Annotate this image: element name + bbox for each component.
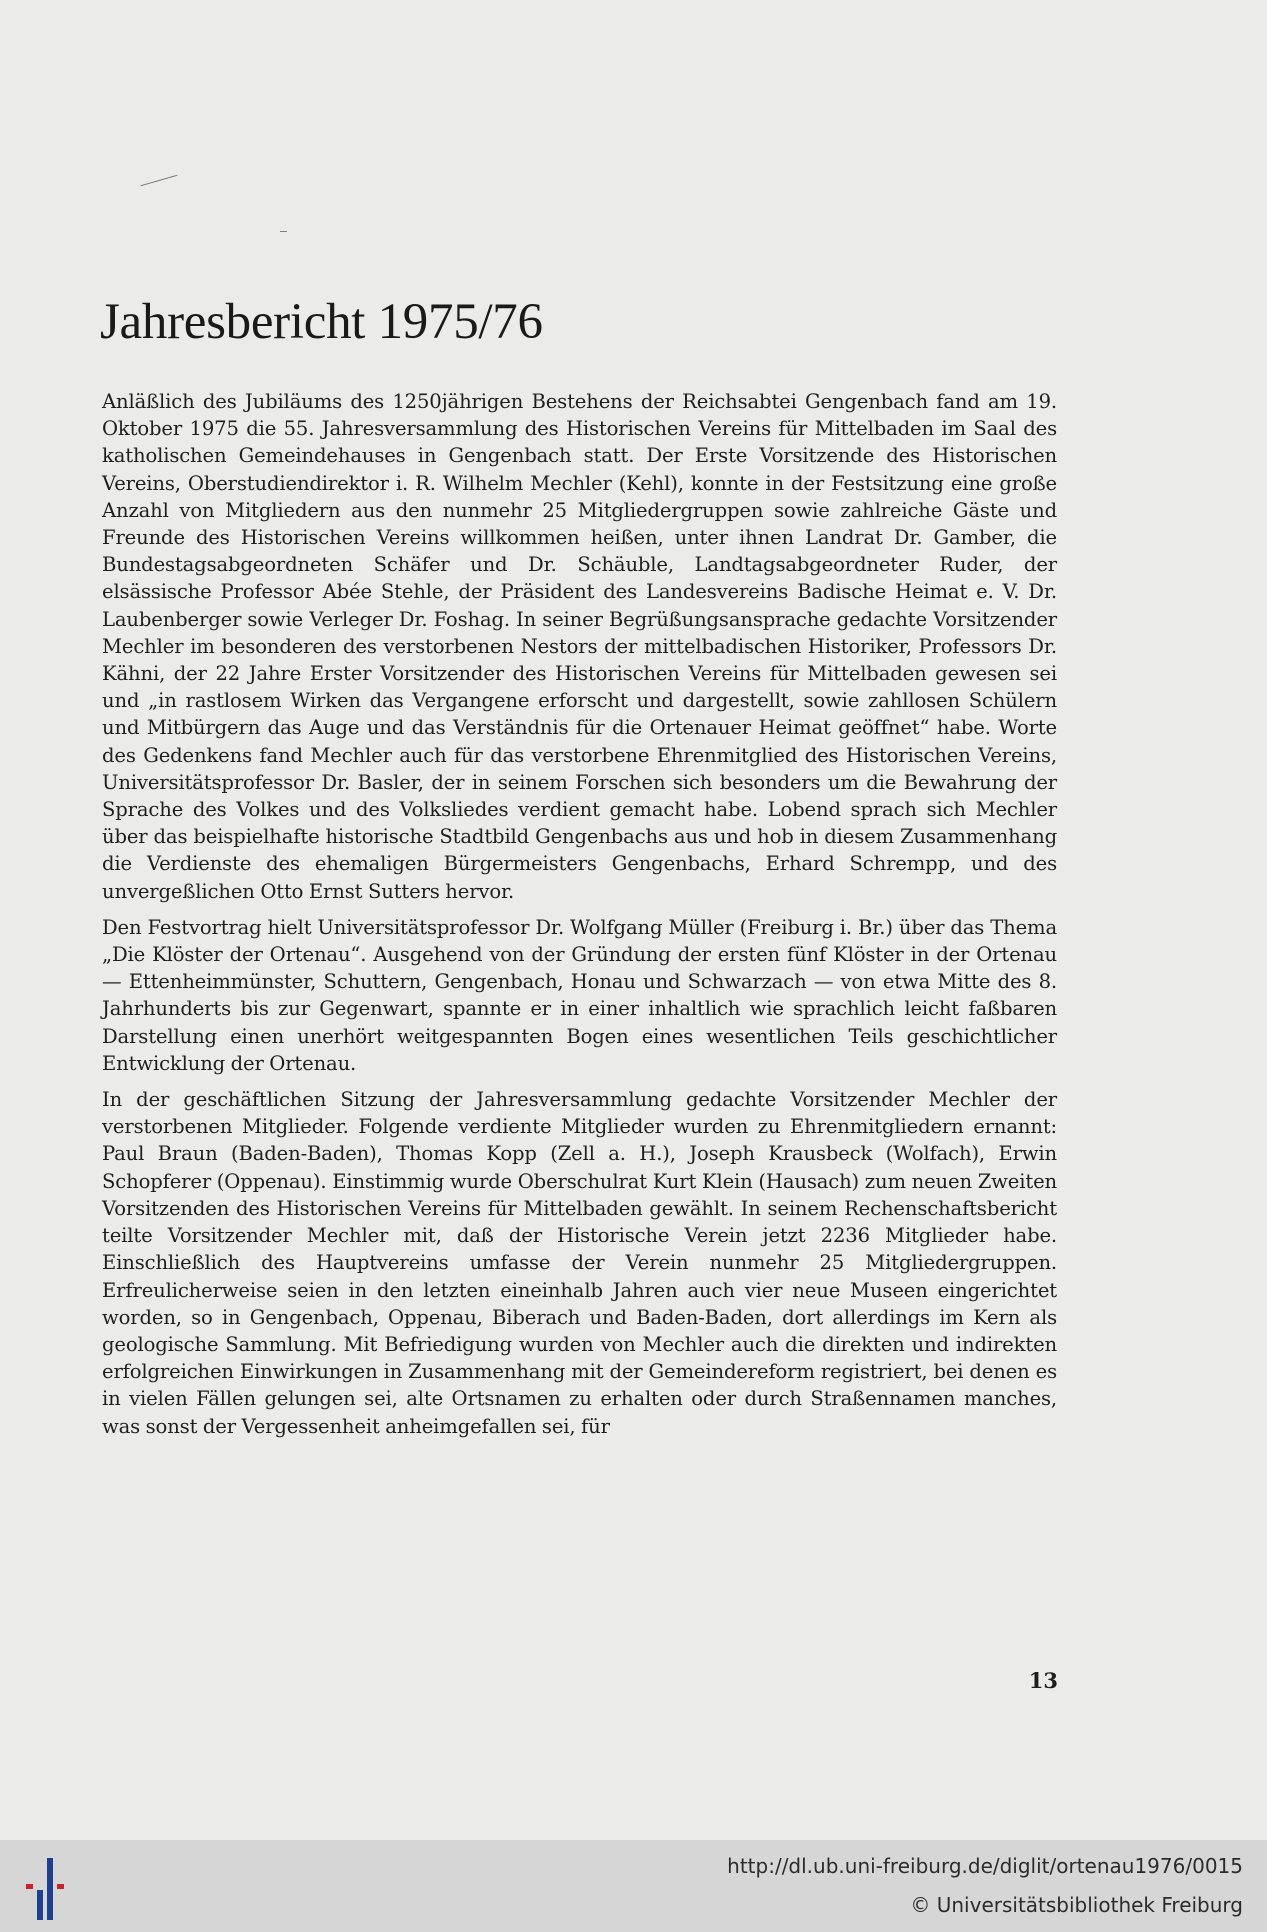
scan-mark bbox=[141, 175, 178, 186]
paragraph: Anläßlich des Jubiläums des 1250jährigen Bestehens der Reichsabtei Gengenbach fand am 19. Oktober 1975 die 55. Jahresversammlung des Historischen Vereins für Mittelbaden im Saal des katholischen Gemeindehauses in Gengenbach statt. Der Erste Vorsitzende des Historischen Vereins, Oberstudiendirektor i. R. Wilhelm Mechler (Kehl), konnte in der Festsitzung eine große Anzahl von Mitgliedern aus den nunmehr 25 Mitgliedergruppen sowie zahlreiche Gäste und Freunde des Historischen Vereins willkommen heißen, unter ihnen Landrat Dr. Gamber, die Bundestagsabgeordneten Schäfer und Dr. Schäuble, Landtagsabgeordneter Ruder, der elsässische Professor Abée Stehle, der Präsident des Landesvereins Badische Heimat e. V. Dr. Laubenberger sowie Verleger Dr. Foshag. In seiner Begrüßungsansprache gedachte Vorsitzender Mechler im besonderen des verstorbenen Nestors der mittelbadischen Historiker, Professors Dr. Kähni, der 22 Jahre Erster Vorsitzender des Historischen Vereins für Mittelbaden gewesen sei und „in rastlosem Wirken das Vergangene erforscht und dargestellt, sowie zahllosen Schülern und Mitbürgern das Auge und das Verständnis für die Ortenauer Heimat geöffnet“ habe. Worte des Gedenkens fand Mechler auch für das verstorbene Ehrenmitglied des Historischen Vereins, Universitätsprofessor Dr. Basler, der in seinem Forschen sich besonders um die Bewahrung der Sprache des Volkes und des Volksliedes verdient gemacht habe. Lobend sprach sich Mechler über das beispielhafte historische Stadtbild Gengenbachs aus und hob in diesem Zusammenhang die Verdienste des ehemaligen Bürgermeisters Gengenbachs, Erhard Schrempp, und des unvergeßlichen Otto Ernst Sutters hervor. bbox=[102, 390, 1057, 903]
footer-url[interactable]: http://dl.ub.uni-freiburg.de/diglit/ortenau1976/0015 bbox=[727, 1854, 1243, 1878]
page-number: 13 bbox=[1028, 1668, 1058, 1693]
footer-bar bbox=[0, 1840, 1267, 1932]
scan-mark bbox=[280, 231, 287, 232]
ub-freiburg-logo-icon bbox=[14, 1852, 84, 1922]
page-title: Jahresbericht 1975/76 bbox=[100, 294, 543, 350]
body-text bbox=[102, 388, 1057, 1449]
paragraph: In der geschäftlichen Sitzung der Jahresversammlung gedachte Vorsitzender Mechler der verstorbenen Mitglieder. Folgende verdiente Mitglieder wurden zu Ehrenmitgliedern ernannt: Paul Braun (Baden-Baden), Thomas Kopp (Zell a. H.), Joseph Krausbeck (Wolfach), Erwin Schopferer (Oppenau). Einstimmig wurde Oberschulrat Kurt Klein (Hausach) zum neuen Zweiten Vorsitzenden des Historischen Vereins für Mittelbaden gewählt. In seinem Rechenschaftsbericht teilte Vorsitzender Mechler mit, daß der Historische Verein jetzt 2236 Mitglieder habe. Einschließlich des Hauptvereins umfasse der Verein nunmehr 25 Mitgliedergruppen. Erfreulicherweise seien in den letzten eineinhalb Jahren auch vier neue Museen eingerichtet worden, so in Gengenbach, Oppenau, Biberach und Baden-Baden, dort allerdings im Kern als geologische Sammlung. Mit Befriedigung wurden von Mechler auch die direkten und indirekten erfolgreichen Einwirkungen in Zusammenhang mit der Gemeindereform registriert, bei denen es in vielen Fällen gelungen sei, alte Ortsnamen zu erhalten oder durch Straßennamen manches, was sonst der Vergessenheit anheimgefallen sei, für bbox=[102, 1088, 1057, 1438]
footer-copyright: © Universitätsbibliothek Freiburg bbox=[910, 1893, 1243, 1917]
paragraph: Den Festvortrag hielt Universitätsprofessor Dr. Wolfgang Müller (Freiburg i. Br.) über das Thema „Die Klöster der Ortenau“. Ausgehend von der Gründung der ersten fünf Klöster in der Ortenau — Ettenheimmünster, Schuttern, Gengenbach, Honau und Schwarzach — von etwa Mitte des 8. Jahrhunderts bis zur Gegenwart, spannte er in einer inhaltlich wie sprachlich leicht faßbaren Darstellung einen unerhört weitgespannten Bogen eines wesentlichen Teils geschichtlicher Entwicklung der Ortenau. bbox=[102, 915, 1057, 1075]
